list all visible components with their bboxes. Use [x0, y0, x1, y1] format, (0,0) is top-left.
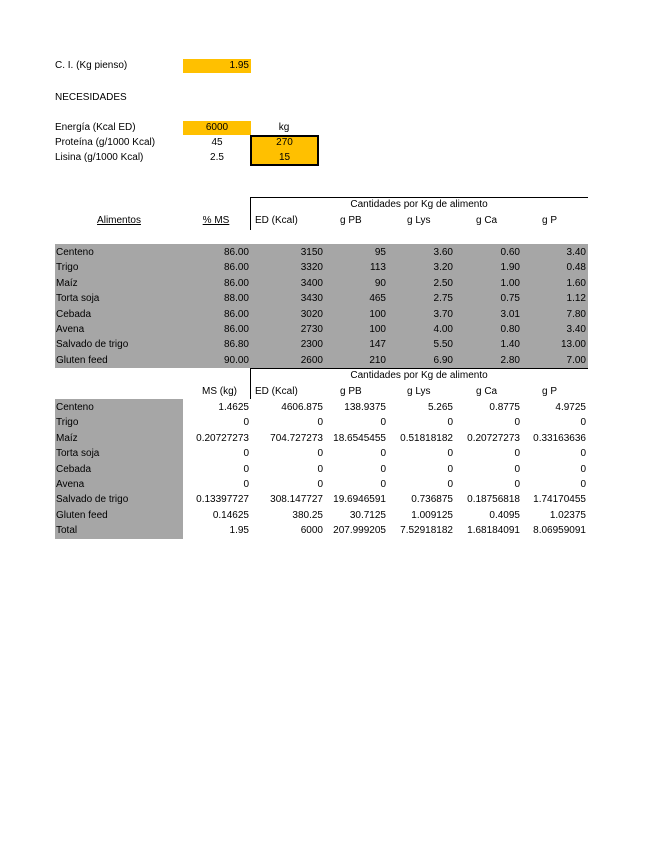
row-label: Salvado de trigo [56, 339, 129, 351]
table1-header-row [55, 213, 588, 228]
header-ed: ED (Kcal) [255, 386, 298, 397]
necesidades-heading: NECESIDADES [55, 92, 127, 103]
cell-ed[interactable]: 3020 [300, 308, 323, 320]
cell-lys[interactable]: 0.736875 [411, 494, 453, 506]
cell-ed[interactable]: 3150 [300, 247, 323, 258]
table-row [55, 446, 588, 461]
cell-pb[interactable]: 95 [374, 247, 386, 258]
cell-p[interactable]: 4.9725 [555, 402, 586, 413]
table-row [55, 353, 588, 368]
cell-ed[interactable]: 0 [317, 463, 323, 475]
cell-ms[interactable]: 0 [243, 463, 249, 475]
table2-header-row [55, 384, 588, 399]
cell-p[interactable]: 1.02375 [549, 509, 586, 521]
header-ms-kg: MS (kg) [202, 386, 237, 397]
table-row [55, 462, 588, 477]
cell-lys[interactable]: 5.265 [427, 402, 453, 413]
cell-ca[interactable]: 0.60 [500, 247, 520, 258]
row-label: Torta soja [56, 448, 100, 460]
cell-lys[interactable]: 2.50 [433, 277, 453, 289]
cell-ed[interactable]: 0 [317, 417, 323, 429]
cell-p[interactable]: 13.00 [560, 339, 586, 351]
table2-group-header: Cantidades por Kg de alimento [350, 370, 488, 381]
cell-p[interactable]: 1.12 [566, 293, 586, 305]
header-alimentos: Alimentos [97, 215, 141, 226]
cell-p[interactable]: 0 [580, 417, 586, 429]
cell-lys[interactable]: 3.20 [433, 262, 453, 274]
table-row [55, 415, 588, 430]
cell-ms[interactable]: 0.13397727 [196, 494, 249, 506]
energia-label: Energía (Kcal ED) [55, 122, 136, 133]
cell-p[interactable]: 8.06959091 [533, 525, 586, 537]
cell-p[interactable]: 1.74170455 [533, 494, 586, 506]
cell-ms[interactable]: 90.00 [223, 354, 249, 366]
ci-label: C. I. (Kg pienso) [55, 60, 128, 71]
table-row [55, 322, 588, 337]
cell-ca[interactable]: 1.68184091 [467, 525, 520, 537]
table-row [55, 523, 588, 538]
cell-pb[interactable]: 0 [380, 479, 386, 490]
cell-pb[interactable]: 465 [369, 293, 386, 305]
header-ca: g Ca [476, 386, 498, 397]
table-row [55, 245, 588, 260]
cell-ed[interactable]: 3430 [300, 293, 323, 305]
row-label: Centeno [56, 402, 94, 413]
header-p: g P [542, 215, 558, 226]
table-row [55, 492, 588, 507]
table-row [55, 400, 588, 415]
cell-pb[interactable]: 100 [369, 324, 386, 335]
cell-pb[interactable]: 0 [380, 417, 386, 429]
cell-lys[interactable]: 1.009125 [411, 509, 453, 521]
table-row [55, 477, 588, 492]
cell-ca[interactable]: 1.90 [500, 262, 520, 274]
cell-ed[interactable]: 2300 [300, 339, 323, 351]
cell-lys[interactable]: 4.00 [433, 324, 453, 335]
table1-group-header: Cantidades por Kg de alimento [350, 199, 488, 210]
row-label: Trigo [56, 417, 79, 429]
row-label: Avena [56, 479, 85, 490]
header-pb: g PB [340, 215, 362, 226]
cell-pb[interactable]: 0 [380, 463, 386, 475]
cell-lys[interactable]: 0.51818182 [400, 432, 453, 444]
cell-lys[interactable]: 7.52918182 [400, 525, 453, 537]
cell-ms[interactable]: 86.80 [223, 339, 249, 351]
cell-ca[interactable]: 0.8775 [489, 402, 520, 413]
cell-ca[interactable]: 0.20727273 [467, 432, 520, 444]
cell-lys[interactable]: 3.70 [433, 308, 453, 320]
row-label: Maíz [56, 432, 78, 444]
header-p: g P [542, 386, 558, 397]
cell-p[interactable]: 0 [580, 479, 586, 490]
cell-ca[interactable]: 0.80 [500, 324, 520, 335]
cell-lys[interactable]: 0 [447, 463, 453, 475]
cell-pb[interactable]: 147 [369, 339, 386, 351]
cell-lys[interactable]: 5.50 [433, 339, 453, 351]
cell-ed[interactable]: 6000 [300, 525, 323, 537]
row-label: Maíz [56, 277, 78, 289]
table-row [55, 291, 588, 306]
cell-ms[interactable]: 86.00 [223, 324, 249, 335]
header-lys: g Lys [407, 386, 431, 397]
cell-p[interactable]: 3.40 [566, 324, 586, 335]
cell-lys[interactable]: 0 [447, 448, 453, 460]
cell-ms[interactable]: 86.00 [223, 277, 249, 289]
cell-ca[interactable]: 0 [514, 463, 520, 475]
cell-ms[interactable]: 1.4625 [218, 402, 249, 413]
cell-p[interactable]: 0.33163636 [533, 432, 586, 444]
cell-ms[interactable]: 86.00 [223, 308, 249, 320]
cell-ms[interactable]: 0 [243, 448, 249, 460]
cell-ed[interactable]: 3400 [300, 277, 323, 289]
cell-pb[interactable]: 138.9375 [344, 402, 386, 413]
cell-p[interactable]: 7.00 [566, 354, 586, 366]
cell-ms[interactable]: 0 [243, 479, 249, 490]
cell-lys[interactable]: 0 [447, 417, 453, 429]
cell-pb[interactable]: 90 [374, 277, 386, 289]
lisina-value[interactable]: 2.5 [210, 152, 224, 163]
cell-lys[interactable]: 0 [447, 479, 453, 490]
cell-pb[interactable]: 19.6946591 [333, 494, 386, 506]
ci-value[interactable]: 1.95 [183, 59, 251, 73]
cell-ms[interactable]: 0.20727273 [196, 432, 249, 444]
row-label: Gluten feed [56, 509, 108, 521]
cell-p[interactable]: 0.48 [566, 262, 586, 274]
proteina-value[interactable]: 45 [211, 137, 223, 148]
table-row [55, 337, 588, 352]
cell-ms[interactable]: 88.00 [223, 293, 249, 305]
lisina-total: 15 [278, 152, 291, 163]
energia-value[interactable]: 6000 [183, 121, 251, 135]
cell-ca[interactable]: 0 [514, 448, 520, 460]
row-label: Total [56, 525, 78, 537]
header-ed: ED (Kcal) [255, 215, 298, 226]
cell-ed[interactable]: 2730 [300, 324, 323, 335]
cell-p[interactable]: 7.80 [566, 308, 586, 320]
table-row [55, 508, 588, 523]
row-label: Cebada [56, 308, 92, 320]
cell-ca[interactable]: 2.80 [500, 354, 520, 366]
proteina-label: Proteína (g/1000 Kcal) [55, 137, 156, 148]
cell-ms[interactable]: 0 [243, 417, 249, 429]
cell-ca[interactable]: 0.18756818 [467, 494, 520, 506]
table-row [55, 260, 588, 275]
cell-ms[interactable]: 1.95 [229, 525, 249, 537]
cell-pb[interactable]: 0 [380, 448, 386, 460]
cell-p[interactable]: 0 [580, 448, 586, 460]
cell-ms[interactable]: 0.14625 [212, 509, 249, 521]
cell-p[interactable]: 0 [580, 463, 586, 475]
cell-pb[interactable]: 30.7125 [349, 509, 386, 521]
cell-ca[interactable]: 0.75 [500, 293, 520, 305]
cell-ed[interactable]: 0 [317, 479, 323, 490]
header-lys: g Lys [407, 215, 431, 226]
cell-pb[interactable]: 210 [369, 354, 386, 366]
lisina-label: Lisina (g/1000 Kcal) [55, 152, 144, 163]
row-label: Trigo [56, 262, 79, 274]
cell-ca[interactable]: 1.40 [500, 339, 520, 351]
header-ca: g Ca [476, 215, 498, 226]
cell-pb[interactable]: 113 [370, 262, 386, 274]
cell-pb[interactable]: 100 [369, 308, 386, 320]
cell-pb[interactable]: 207.999205 [333, 525, 386, 537]
row-label: Salvado de trigo [56, 494, 129, 506]
cell-p[interactable]: 3.40 [566, 247, 586, 258]
row-label: Avena [56, 324, 85, 335]
cell-ca[interactable]: 0 [514, 417, 520, 429]
row-label: Cebada [56, 463, 92, 475]
cell-ca[interactable]: 0 [514, 479, 520, 490]
cell-ms[interactable]: 86.00 [223, 247, 249, 258]
cell-ed[interactable]: 0 [317, 448, 323, 460]
table-row [55, 431, 588, 446]
cell-lys[interactable]: 2.75 [433, 293, 453, 305]
table-row [55, 276, 588, 291]
table-row [55, 307, 588, 322]
header-pb: g PB [340, 386, 362, 397]
row-label: Centeno [56, 247, 94, 258]
energia-unit: kg [278, 122, 290, 133]
cell-ed[interactable]: 704.727273 [270, 432, 323, 444]
cell-ed[interactable]: 308.147727 [270, 494, 323, 506]
cell-lys[interactable]: 3.60 [433, 247, 453, 258]
cell-ca[interactable]: 3.01 [500, 308, 520, 320]
cell-p[interactable]: 1.60 [566, 277, 586, 289]
row-label: Gluten feed [56, 354, 108, 366]
proteina-total: 270 [276, 137, 293, 148]
row-label: Torta soja [56, 293, 100, 305]
cell-ed[interactable]: 3320 [300, 262, 323, 274]
cell-lys[interactable]: 6.90 [433, 354, 453, 366]
cell-ed[interactable]: 380.25 [292, 509, 323, 521]
cell-pb[interactable]: 18.6545455 [333, 432, 386, 444]
cell-ca[interactable]: 0.4095 [489, 509, 520, 521]
cell-ms[interactable]: 86.00 [223, 262, 249, 274]
cell-ca[interactable]: 1.00 [500, 277, 520, 289]
cell-ed[interactable]: 2600 [300, 354, 323, 366]
cell-ed[interactable]: 4606.875 [281, 402, 323, 413]
header-ms: % MS [202, 215, 230, 226]
